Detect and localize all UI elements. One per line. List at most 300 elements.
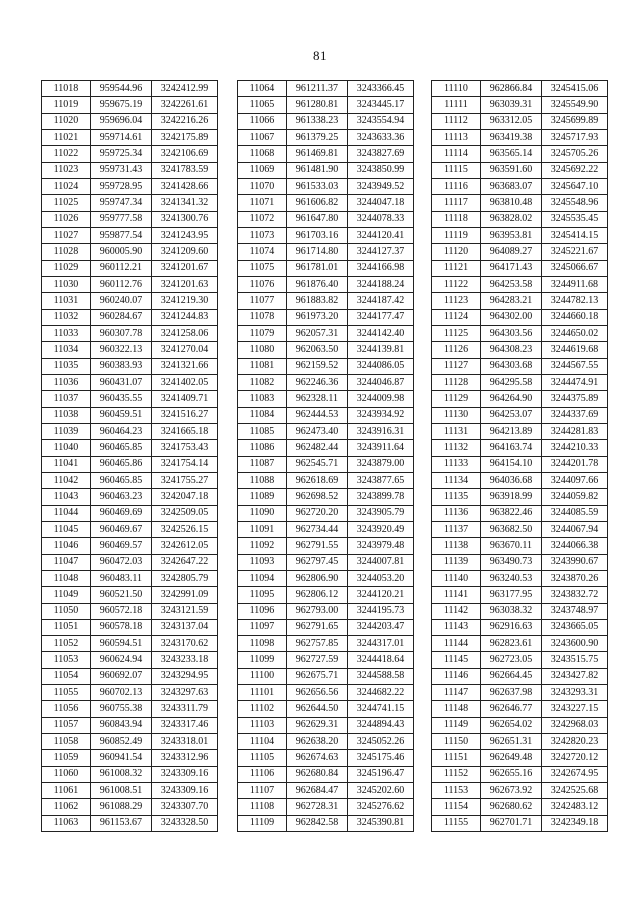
x-coordinate-cell: 963490.73 — [481, 554, 542, 570]
y-coordinate-cell: 3244337.69 — [542, 407, 608, 423]
point-number-cell: 11087 — [238, 456, 287, 472]
table-row — [432, 440, 608, 456]
point-number-cell: 11050 — [42, 603, 91, 619]
point-number-cell: 11144 — [432, 636, 481, 652]
y-coordinate-cell: 3244682.22 — [348, 685, 414, 701]
y-coordinate-cell: 3244619.68 — [542, 342, 608, 358]
x-coordinate-cell: 960469.69 — [91, 505, 152, 521]
table-row — [238, 750, 414, 766]
x-coordinate-cell: 961883.82 — [287, 293, 348, 309]
y-coordinate-cell: 3244046.87 — [348, 374, 414, 390]
y-coordinate-cell: 3243633.36 — [348, 129, 414, 145]
table-row — [432, 260, 608, 276]
y-coordinate-cell: 3242047.18 — [152, 489, 218, 505]
y-coordinate-cell: 3243309.16 — [152, 783, 218, 799]
y-coordinate-cell: 3244066.38 — [542, 538, 608, 554]
point-number-cell: 11090 — [238, 505, 287, 521]
table-row — [42, 652, 218, 668]
x-coordinate-cell: 962656.56 — [287, 685, 348, 701]
point-number-cell: 11022 — [42, 146, 91, 162]
point-number-cell: 11128 — [432, 374, 481, 390]
point-number-cell: 11129 — [432, 391, 481, 407]
point-number-cell: 11025 — [42, 195, 91, 211]
table-row — [238, 227, 414, 243]
point-number-cell: 11064 — [238, 81, 287, 97]
point-number-cell: 11139 — [432, 554, 481, 570]
table-row — [42, 195, 218, 211]
y-coordinate-cell: 3243170.62 — [152, 636, 218, 652]
y-coordinate-cell: 3244660.18 — [542, 309, 608, 325]
table-row — [432, 554, 608, 570]
x-coordinate-cell: 962797.45 — [287, 554, 348, 570]
table-row — [238, 456, 414, 472]
y-coordinate-cell: 3245415.06 — [542, 81, 608, 97]
table-row — [42, 472, 218, 488]
y-coordinate-cell: 3241270.04 — [152, 342, 218, 358]
table-row — [238, 309, 414, 325]
table-row — [42, 440, 218, 456]
y-coordinate-cell: 3245692.22 — [542, 162, 608, 178]
y-coordinate-cell: 3245175.46 — [348, 750, 414, 766]
x-coordinate-cell: 962063.50 — [287, 342, 348, 358]
y-coordinate-cell: 3241754.14 — [152, 456, 218, 472]
table-row — [432, 603, 608, 619]
point-number-cell: 11036 — [42, 374, 91, 390]
x-coordinate-cell: 964308.23 — [481, 342, 542, 358]
x-coordinate-cell: 962664.45 — [481, 668, 542, 684]
y-coordinate-cell: 3245535.45 — [542, 211, 608, 227]
point-number-cell: 11108 — [238, 799, 287, 815]
x-coordinate-cell: 962793.00 — [287, 603, 348, 619]
x-coordinate-cell: 964036.68 — [481, 472, 542, 488]
x-coordinate-cell: 963670.11 — [481, 538, 542, 554]
x-coordinate-cell: 959747.34 — [91, 195, 152, 211]
point-number-cell: 11135 — [432, 489, 481, 505]
x-coordinate-cell: 964264.90 — [481, 391, 542, 407]
x-coordinate-cell: 962823.61 — [481, 636, 542, 652]
point-number-cell: 11133 — [432, 456, 481, 472]
y-coordinate-cell: 3244127.37 — [348, 244, 414, 260]
table-row — [432, 391, 608, 407]
y-coordinate-cell: 3243297.63 — [152, 685, 218, 701]
point-number-cell: 11145 — [432, 652, 481, 668]
y-coordinate-cell: 3243665.05 — [542, 619, 608, 635]
x-coordinate-cell: 960755.38 — [91, 701, 152, 717]
y-coordinate-cell: 3243600.90 — [542, 636, 608, 652]
table-row — [238, 162, 414, 178]
table-row — [42, 260, 218, 276]
x-coordinate-cell: 962246.36 — [287, 374, 348, 390]
point-number-cell: 11073 — [238, 227, 287, 243]
x-coordinate-cell: 962720.20 — [287, 505, 348, 521]
table-row — [432, 636, 608, 652]
point-number-cell: 11076 — [238, 276, 287, 292]
table-row — [432, 276, 608, 292]
x-coordinate-cell: 961973.20 — [287, 309, 348, 325]
x-coordinate-cell: 962545.71 — [287, 456, 348, 472]
table-row — [238, 325, 414, 341]
point-number-cell: 11095 — [238, 587, 287, 603]
point-number-cell: 11150 — [432, 734, 481, 750]
point-number-cell: 11131 — [432, 423, 481, 439]
y-coordinate-cell: 3242820.23 — [542, 734, 608, 750]
x-coordinate-cell: 962734.44 — [287, 521, 348, 537]
point-number-cell: 11137 — [432, 521, 481, 537]
table-row — [432, 374, 608, 390]
y-coordinate-cell: 3244166.98 — [348, 260, 414, 276]
point-number-cell: 11079 — [238, 325, 287, 341]
table-row — [432, 668, 608, 684]
point-number-cell: 11148 — [432, 701, 481, 717]
x-coordinate-cell: 963312.05 — [481, 113, 542, 129]
table-row — [42, 636, 218, 652]
x-coordinate-cell: 961647.80 — [287, 211, 348, 227]
table-row — [42, 391, 218, 407]
table-row — [42, 309, 218, 325]
y-coordinate-cell: 3243899.78 — [348, 489, 414, 505]
y-coordinate-cell: 3242509.05 — [152, 505, 218, 521]
x-coordinate-cell: 960572.18 — [91, 603, 152, 619]
y-coordinate-cell: 3241243.95 — [152, 227, 218, 243]
point-number-cell: 11042 — [42, 472, 91, 488]
y-coordinate-cell: 3244187.42 — [348, 293, 414, 309]
x-coordinate-cell: 962680.84 — [287, 766, 348, 782]
table-row — [238, 554, 414, 570]
y-coordinate-cell: 3244418.64 — [348, 652, 414, 668]
x-coordinate-cell: 963822.46 — [481, 505, 542, 521]
y-coordinate-cell: 3243445.17 — [348, 97, 414, 113]
table-row — [238, 619, 414, 635]
table-row — [238, 587, 414, 603]
x-coordinate-cell: 961280.81 — [287, 97, 348, 113]
y-coordinate-cell: 3245414.15 — [542, 227, 608, 243]
y-coordinate-cell: 3242674.95 — [542, 766, 608, 782]
point-number-cell: 11062 — [42, 799, 91, 815]
point-number-cell: 11122 — [432, 276, 481, 292]
y-coordinate-cell: 3243916.31 — [348, 423, 414, 439]
x-coordinate-cell: 962701.71 — [481, 815, 542, 831]
point-number-cell: 11141 — [432, 587, 481, 603]
x-coordinate-cell: 959731.43 — [91, 162, 152, 178]
y-coordinate-cell: 3243233.18 — [152, 652, 218, 668]
y-coordinate-cell: 3243311.79 — [152, 701, 218, 717]
y-coordinate-cell: 3243554.94 — [348, 113, 414, 129]
y-coordinate-cell: 3244201.78 — [542, 456, 608, 472]
x-coordinate-cell: 964171.43 — [481, 260, 542, 276]
x-coordinate-cell: 960843.94 — [91, 717, 152, 733]
y-coordinate-cell: 3243827.69 — [348, 146, 414, 162]
point-number-cell: 11021 — [42, 129, 91, 145]
y-coordinate-cell: 3244375.89 — [542, 391, 608, 407]
point-number-cell: 11098 — [238, 636, 287, 652]
table-row — [432, 701, 608, 717]
x-coordinate-cell: 961781.01 — [287, 260, 348, 276]
y-coordinate-cell: 3243427.82 — [542, 668, 608, 684]
y-coordinate-cell: 3243318.01 — [152, 734, 218, 750]
table-row — [432, 783, 608, 799]
point-number-cell: 11071 — [238, 195, 287, 211]
x-coordinate-cell: 963591.60 — [481, 162, 542, 178]
x-coordinate-cell: 962646.77 — [481, 701, 542, 717]
point-number-cell: 11138 — [432, 538, 481, 554]
x-coordinate-cell: 962728.31 — [287, 799, 348, 815]
point-number-cell: 11056 — [42, 701, 91, 717]
table-row — [42, 619, 218, 635]
x-coordinate-cell: 960307.78 — [91, 325, 152, 341]
x-coordinate-cell: 960692.07 — [91, 668, 152, 684]
x-coordinate-cell: 960464.23 — [91, 423, 152, 439]
y-coordinate-cell: 3244086.05 — [348, 358, 414, 374]
y-coordinate-cell: 3244067.94 — [542, 521, 608, 537]
x-coordinate-cell: 960005.90 — [91, 244, 152, 260]
x-coordinate-cell: 962618.69 — [287, 472, 348, 488]
y-coordinate-cell: 3243121.59 — [152, 603, 218, 619]
table-row — [238, 636, 414, 652]
y-coordinate-cell: 3241300.76 — [152, 211, 218, 227]
table-row — [432, 456, 608, 472]
point-number-cell: 11054 — [42, 668, 91, 684]
y-coordinate-cell: 3242349.18 — [542, 815, 608, 831]
table-row — [432, 619, 608, 635]
y-coordinate-cell: 3241665.18 — [152, 423, 218, 439]
table-row — [238, 685, 414, 701]
table-row — [432, 423, 608, 439]
table-row — [432, 734, 608, 750]
y-coordinate-cell: 3244567.55 — [542, 358, 608, 374]
table-row — [432, 766, 608, 782]
table-row — [238, 570, 414, 586]
table-row — [42, 325, 218, 341]
y-coordinate-cell: 3241201.67 — [152, 260, 218, 276]
y-coordinate-cell: 3241783.59 — [152, 162, 218, 178]
point-number-cell: 11019 — [42, 97, 91, 113]
table-row — [42, 162, 218, 178]
point-number-cell: 11052 — [42, 636, 91, 652]
x-coordinate-cell: 961088.29 — [91, 799, 152, 815]
point-number-cell: 11094 — [238, 570, 287, 586]
table-row — [42, 113, 218, 129]
x-coordinate-cell: 963177.95 — [481, 587, 542, 603]
point-number-cell: 11103 — [238, 717, 287, 733]
y-coordinate-cell: 3243366.45 — [348, 81, 414, 97]
table-row — [42, 538, 218, 554]
y-coordinate-cell: 3243905.79 — [348, 505, 414, 521]
table-row — [238, 374, 414, 390]
table-row — [432, 227, 608, 243]
y-coordinate-cell: 3243515.75 — [542, 652, 608, 668]
table-row — [238, 244, 414, 260]
point-number-cell: 11155 — [432, 815, 481, 831]
table-row — [42, 407, 218, 423]
table-row — [432, 195, 608, 211]
point-number-cell: 11047 — [42, 554, 91, 570]
x-coordinate-cell: 960578.18 — [91, 619, 152, 635]
x-coordinate-cell: 964283.21 — [481, 293, 542, 309]
point-number-cell: 11078 — [238, 309, 287, 325]
table-row — [238, 293, 414, 309]
x-coordinate-cell: 959777.58 — [91, 211, 152, 227]
y-coordinate-cell: 3244474.91 — [542, 374, 608, 390]
coordinate-tables — [0, 80, 640, 850]
table-row — [42, 244, 218, 260]
table-row — [238, 472, 414, 488]
point-number-cell: 11063 — [42, 815, 91, 831]
x-coordinate-cell: 962791.65 — [287, 619, 348, 635]
table-row — [42, 146, 218, 162]
point-number-cell: 11116 — [432, 178, 481, 194]
x-coordinate-cell: 962727.59 — [287, 652, 348, 668]
x-coordinate-cell: 962791.55 — [287, 538, 348, 554]
table-row — [42, 603, 218, 619]
x-coordinate-cell: 962675.71 — [287, 668, 348, 684]
point-number-cell: 11151 — [432, 750, 481, 766]
table-row — [432, 211, 608, 227]
x-coordinate-cell: 961008.32 — [91, 766, 152, 782]
x-coordinate-cell: 962723.05 — [481, 652, 542, 668]
y-coordinate-cell: 3243832.72 — [542, 587, 608, 603]
y-coordinate-cell: 3241321.66 — [152, 358, 218, 374]
point-number-cell: 11045 — [42, 521, 91, 537]
table-row — [42, 750, 218, 766]
y-coordinate-cell: 3242720.12 — [542, 750, 608, 766]
y-coordinate-cell: 3241209.60 — [152, 244, 218, 260]
x-coordinate-cell: 962698.52 — [287, 489, 348, 505]
table-row — [432, 799, 608, 815]
x-coordinate-cell: 964295.58 — [481, 374, 542, 390]
y-coordinate-cell: 3243309.16 — [152, 766, 218, 782]
y-coordinate-cell: 3245390.81 — [348, 815, 414, 831]
y-coordinate-cell: 3242526.15 — [152, 521, 218, 537]
y-coordinate-cell: 3244053.20 — [348, 570, 414, 586]
point-number-cell: 11034 — [42, 342, 91, 358]
table-row — [238, 407, 414, 423]
point-number-cell: 11118 — [432, 211, 481, 227]
table-row — [42, 799, 218, 815]
x-coordinate-cell: 962057.31 — [287, 325, 348, 341]
y-coordinate-cell: 3241428.66 — [152, 178, 218, 194]
x-coordinate-cell: 961338.23 — [287, 113, 348, 129]
point-number-cell: 11024 — [42, 178, 91, 194]
point-number-cell: 11074 — [238, 244, 287, 260]
point-number-cell: 11149 — [432, 717, 481, 733]
table-row — [238, 129, 414, 145]
x-coordinate-cell: 962806.90 — [287, 570, 348, 586]
point-number-cell: 11126 — [432, 342, 481, 358]
point-number-cell: 11119 — [432, 227, 481, 243]
table-row — [432, 146, 608, 162]
x-coordinate-cell: 963828.02 — [481, 211, 542, 227]
x-coordinate-cell: 960383.93 — [91, 358, 152, 374]
point-number-cell: 11115 — [432, 162, 481, 178]
y-coordinate-cell: 3244911.68 — [542, 276, 608, 292]
table-row — [42, 521, 218, 537]
y-coordinate-cell: 3241258.06 — [152, 325, 218, 341]
table-row — [432, 505, 608, 521]
point-number-cell: 11083 — [238, 391, 287, 407]
y-coordinate-cell: 3244203.47 — [348, 619, 414, 635]
x-coordinate-cell: 963918.99 — [481, 489, 542, 505]
y-coordinate-cell: 3244281.83 — [542, 423, 608, 439]
point-number-cell: 11114 — [432, 146, 481, 162]
y-coordinate-cell: 3244894.43 — [348, 717, 414, 733]
table-row — [238, 113, 414, 129]
y-coordinate-cell: 3241341.32 — [152, 195, 218, 211]
point-number-cell: 11049 — [42, 587, 91, 603]
table-row — [238, 81, 414, 97]
point-number-cell: 11059 — [42, 750, 91, 766]
x-coordinate-cell: 962473.40 — [287, 423, 348, 439]
point-number-cell: 11053 — [42, 652, 91, 668]
y-coordinate-cell: 3245717.93 — [542, 129, 608, 145]
point-number-cell: 11060 — [42, 766, 91, 782]
y-coordinate-cell: 3243227.15 — [542, 701, 608, 717]
x-coordinate-cell: 961876.40 — [287, 276, 348, 292]
table-row — [42, 358, 218, 374]
table-row — [238, 538, 414, 554]
x-coordinate-cell: 962674.63 — [287, 750, 348, 766]
y-coordinate-cell: 3241755.27 — [152, 472, 218, 488]
y-coordinate-cell: 3245647.10 — [542, 178, 608, 194]
point-number-cell: 11080 — [238, 342, 287, 358]
table-row — [432, 178, 608, 194]
point-number-cell: 11075 — [238, 260, 287, 276]
table-row — [42, 717, 218, 733]
x-coordinate-cell: 960594.51 — [91, 636, 152, 652]
x-coordinate-cell: 962684.47 — [287, 783, 348, 799]
table-row — [432, 293, 608, 309]
table-row — [432, 570, 608, 586]
table-row — [42, 554, 218, 570]
x-coordinate-cell: 960624.94 — [91, 652, 152, 668]
x-coordinate-cell: 963039.31 — [481, 97, 542, 113]
x-coordinate-cell: 960112.21 — [91, 260, 152, 276]
x-coordinate-cell: 964253.58 — [481, 276, 542, 292]
point-number-cell: 11125 — [432, 325, 481, 341]
x-coordinate-cell: 960472.03 — [91, 554, 152, 570]
table-row — [238, 178, 414, 194]
x-coordinate-cell: 962673.92 — [481, 783, 542, 799]
point-number-cell: 11105 — [238, 750, 287, 766]
point-number-cell: 11085 — [238, 423, 287, 439]
point-number-cell: 11142 — [432, 603, 481, 619]
table-row — [238, 440, 414, 456]
point-number-cell: 11152 — [432, 766, 481, 782]
x-coordinate-cell: 960112.76 — [91, 276, 152, 292]
table-row — [238, 97, 414, 113]
y-coordinate-cell: 3244188.24 — [348, 276, 414, 292]
point-number-cell: 11055 — [42, 685, 91, 701]
table-row — [432, 717, 608, 733]
x-coordinate-cell: 962916.63 — [481, 619, 542, 635]
y-coordinate-cell: 3243748.97 — [542, 603, 608, 619]
table-row — [238, 668, 414, 684]
table-row — [42, 668, 218, 684]
point-number-cell: 11033 — [42, 325, 91, 341]
y-coordinate-cell: 3243879.00 — [348, 456, 414, 472]
point-number-cell: 11099 — [238, 652, 287, 668]
x-coordinate-cell: 963953.81 — [481, 227, 542, 243]
y-coordinate-cell: 3245276.62 — [348, 799, 414, 815]
table-row — [432, 538, 608, 554]
point-number-cell: 11065 — [238, 97, 287, 113]
table-row — [432, 489, 608, 505]
table-row — [432, 162, 608, 178]
y-coordinate-cell: 3241753.43 — [152, 440, 218, 456]
table-row — [238, 783, 414, 799]
table-row — [432, 342, 608, 358]
point-number-cell: 11066 — [238, 113, 287, 129]
point-number-cell: 11109 — [238, 815, 287, 831]
